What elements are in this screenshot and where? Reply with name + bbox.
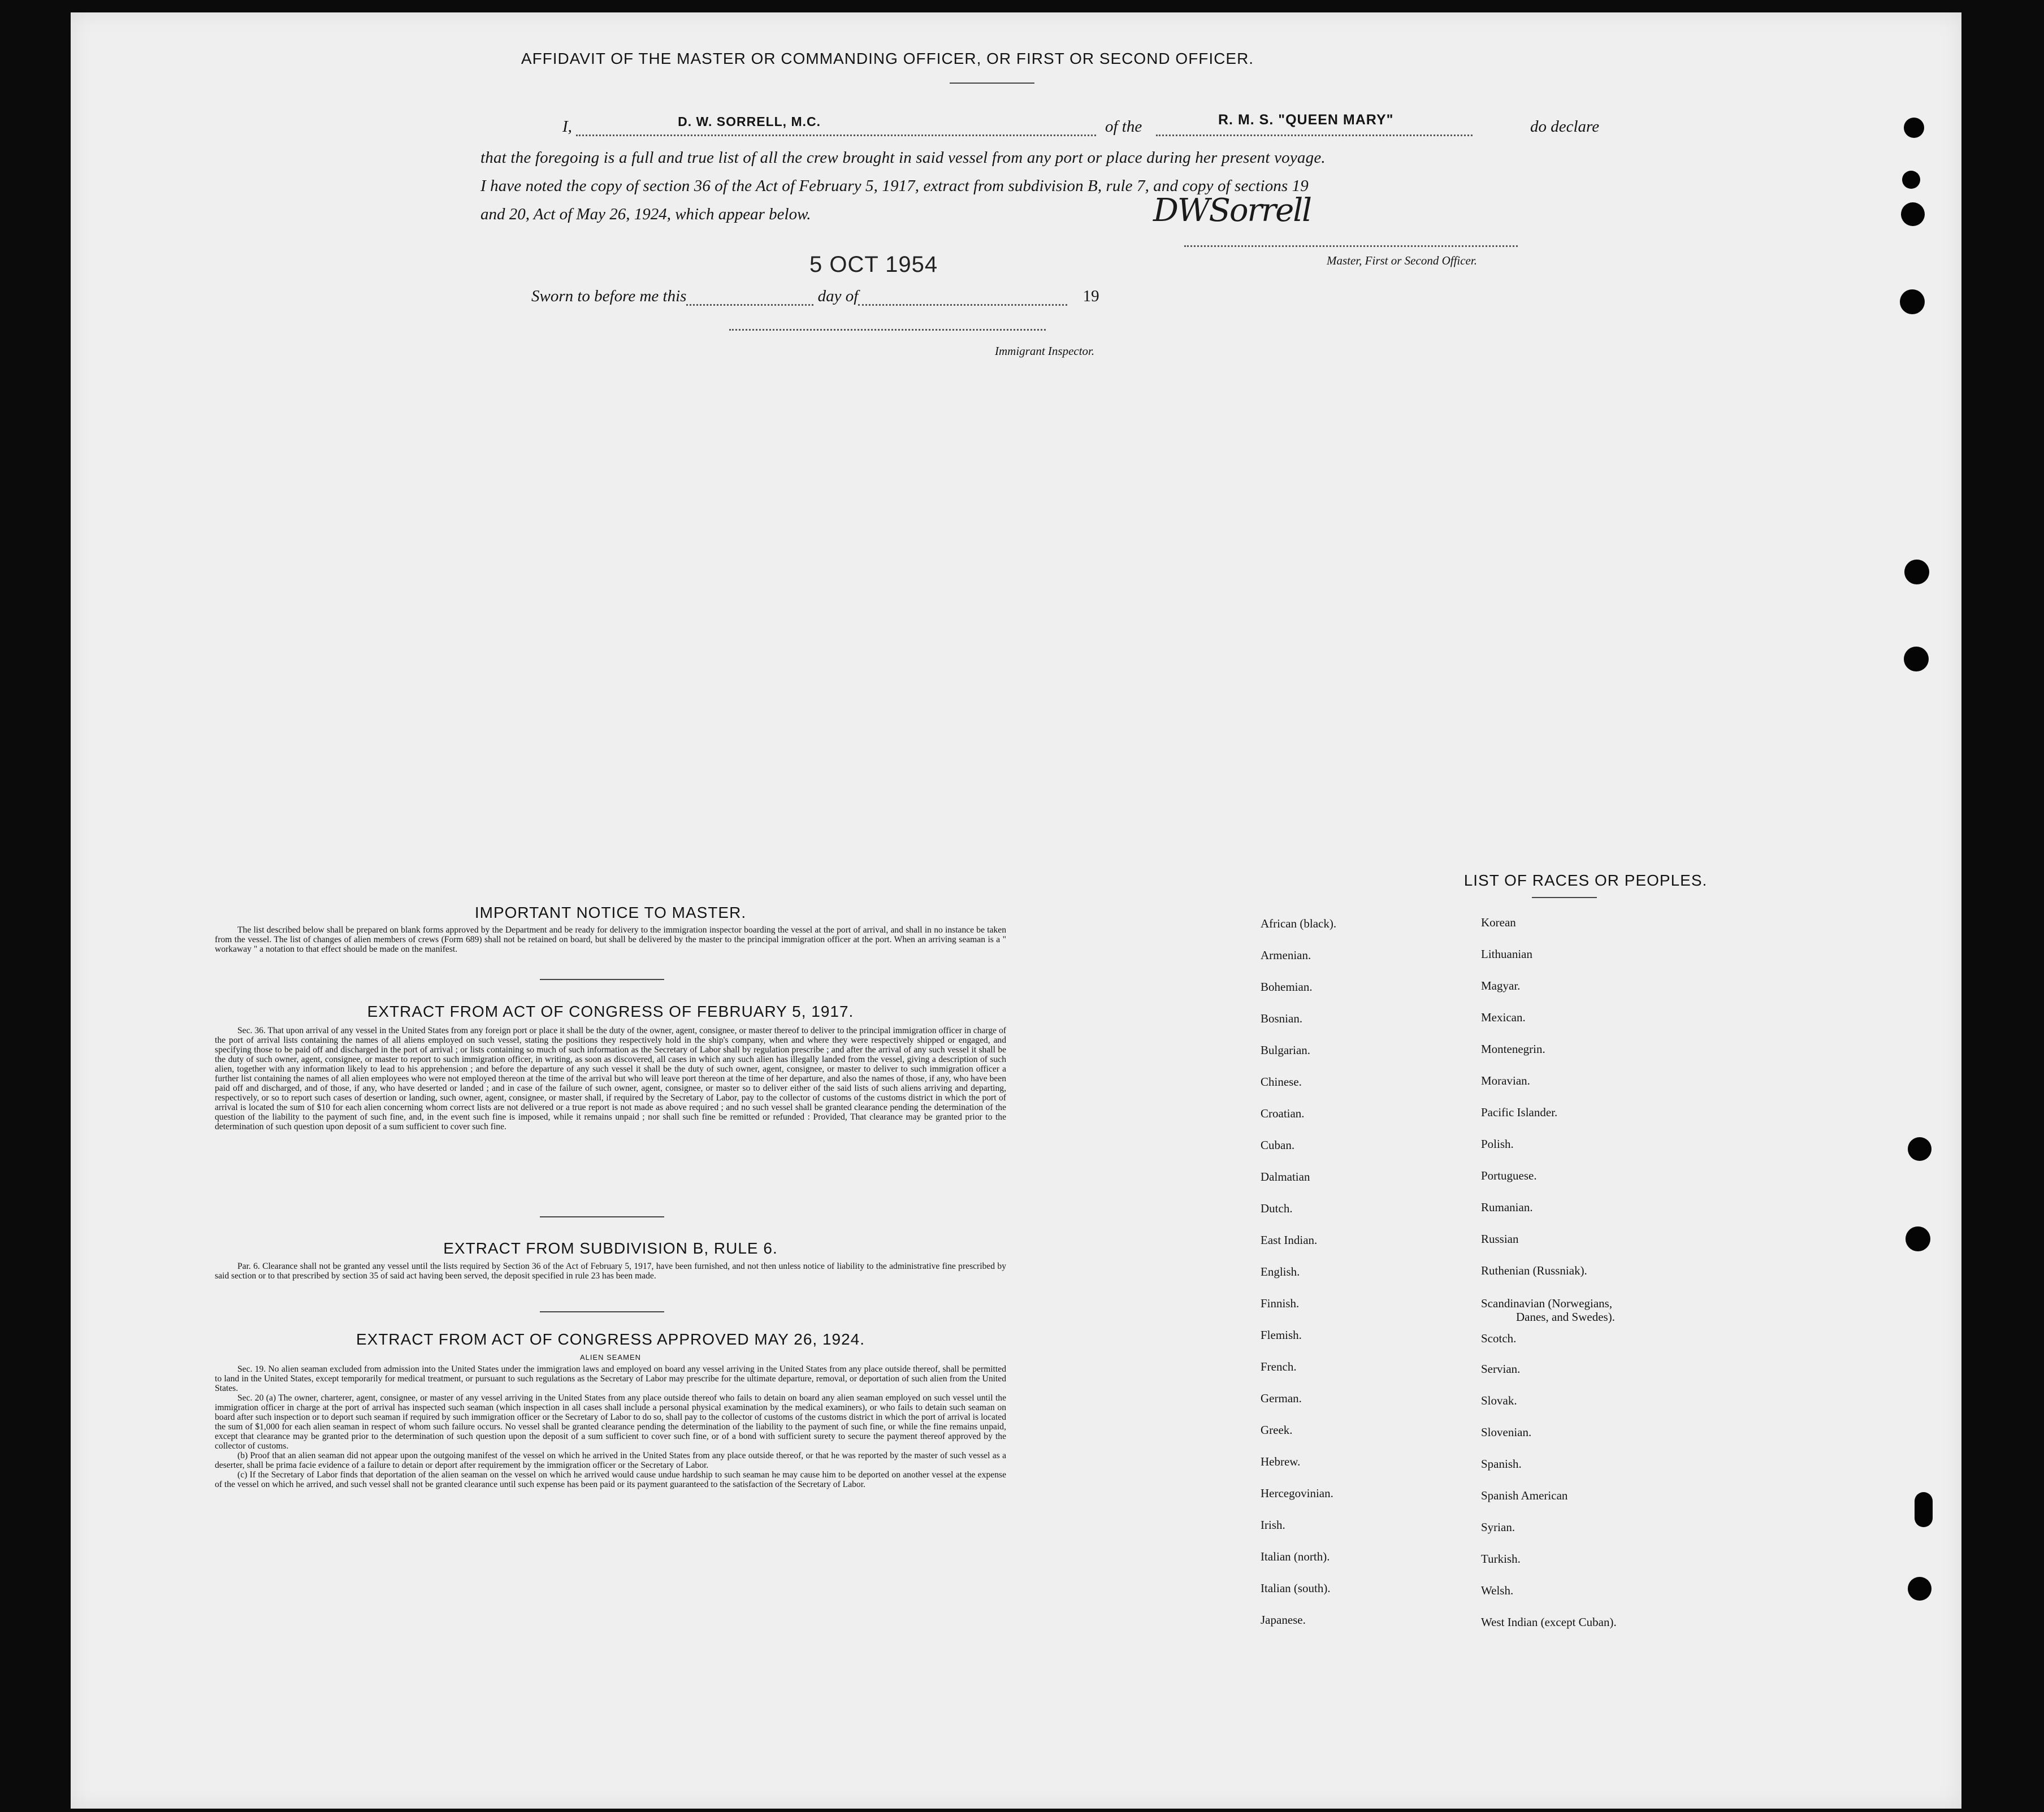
race-item: Mexican. [1481,1011,1526,1024]
inspector-label: Immigrant Inspector. [995,344,1095,358]
race-item: Dutch. [1261,1202,1293,1215]
race-item: East Indian. [1261,1233,1318,1247]
races-rule [1532,897,1597,898]
race-item: German. [1261,1391,1302,1405]
notice-rule [540,979,664,980]
races-right-column [1481,916,1798,1639]
do-declare-label: do declare [1530,118,1600,136]
notice-title: IMPORTANT NOTICE TO MASTER. [474,904,747,921]
race-item: Hercegovinian. [1261,1486,1333,1500]
race-item: English. [1261,1265,1300,1278]
punch-hole-icon [1904,647,1929,671]
punch-hole-icon [1915,1492,1933,1527]
extract-1924-title: EXTRACT FROM ACT OF CONGRESS APPROVED MAY 26, 1924. [356,1330,865,1348]
punch-hole-icon [1901,202,1925,226]
affidavit-line-2: that the foregoing is a full and true list of all the crew brought in said vessel from any port or place during her present voyage. [480,149,1326,167]
race-item: Dalmatian [1261,1170,1310,1184]
race-item: Croatian. [1261,1107,1305,1120]
race-item: Spanish American [1481,1489,1568,1502]
vessel-field-wrap [1156,112,1473,136]
punch-hole-icon [1900,289,1925,314]
race-item: Polish. [1481,1137,1514,1151]
punch-hole-icon [1902,171,1920,189]
race-item: Flemish. [1261,1328,1302,1342]
master-label: Master, First or Second Officer. [1327,254,1477,267]
races-title: LIST OF RACES OR PEOPLES. [1463,872,1708,889]
race-item: Italian (south). [1261,1581,1331,1595]
race-item: Slovenian. [1481,1425,1532,1439]
date-stamp: 5 OCT 1954 [809,252,938,277]
race-item: Syrian. [1481,1520,1515,1534]
title-rule [950,83,1034,84]
extract-1924-body [215,1364,1006,1489]
race-item: Cuban. [1261,1138,1295,1152]
race-item: Lithuanian [1481,947,1532,961]
punch-hole-icon [1906,1226,1930,1251]
sworn-line [531,287,1099,306]
race-item: Scandinavian (Norwegians, [1481,1297,1613,1310]
race-item: Pacific Islander. [1481,1106,1558,1119]
document-page [71,12,1961,1809]
notice-body: The list described below shall be prepared on blank forms approved by the Department and be ready for delivery to the immigration inspector boarding the vessel at the port of arrival, and shall in no instance be taken from the vessel. The list of changes of alien members of crews (Form 689) shall not be retained on board, but shall be delivered by the master to the principal immigration officer at the port. When an arriving seaman is a " workaway " a notation to that effect should be made on the manifest. [215,925,1006,954]
races-left-column [1261,917,1487,1640]
race-item: Greek. [1261,1423,1293,1437]
race-item: Hebrew. [1261,1455,1301,1468]
year-prefix: 19 [1082,287,1099,305]
subdivision-rule [540,1311,664,1312]
sworn-day-field[interactable] [686,289,813,306]
affidavit-line-1 [562,114,1096,136]
race-item: French. [1261,1360,1297,1373]
race-item: Finnish. [1261,1297,1300,1310]
race-item: Russian [1481,1232,1519,1246]
race-item: Rumanian. [1481,1200,1533,1214]
extract-1917-rule [540,1216,664,1217]
race-item: Servian. [1481,1362,1521,1376]
race-item: Bosnian. [1261,1012,1303,1025]
race-item: Portuguese. [1481,1169,1537,1182]
race-item: Danes, and Swedes). [1516,1310,1615,1324]
race-item: Korean [1481,916,1516,929]
race-item: Ruthenian (Russniak). [1481,1264,1587,1277]
section-20a: Sec. 20 (a) The owner, charterer, agent, consignee, or master of any vessel arriving in the United States from any place outside thereof who fails to detain on board any alien seaman employed on such vessel until the immigration officer in charge at the port of arrival has inspected such seaman (which inspection in all cases shall include a personal physical examination by the medical examiners), or who fails to detain such seaman on board after such inspection or to deport such seaman if required by such immigration officer or the Secretary of Labor to do so, shall pay to the collector of customs of the customs district in which the port of arrival is located the sum of $1,000 for each alien seaman in respect of whom such failure occurs. No vessel shall be granted clearance pending the determination of the liability to the payment of such fine, or while the fine remains unpaid, except that clearance may be granted prior to the determination of such question upon the deposit of a sum sufficient to cover such fine, or of a bond with sufficient surety to secure the payment thereof approved by the collector of customs. [215,1393,1006,1451]
race-item: Welsh. [1481,1584,1514,1597]
race-item: Irish. [1261,1518,1285,1532]
race-item: Spanish. [1481,1457,1522,1471]
race-item: Turkish. [1481,1552,1521,1566]
sworn-month-field[interactable] [858,289,1067,306]
vessel-value: R. M. S. "QUEEN MARY" [1218,112,1394,128]
race-item: Montenegrin. [1481,1042,1545,1056]
race-item: Scotch. [1481,1332,1517,1345]
punch-hole-icon [1904,560,1929,584]
section-20b: (b) Proof that an alien seaman did not appear upon the outgoing manifest of the vessel on which he arrived in the United States from any place outside thereof, or that he was reported by the master of such vessel as a deserter, shall be prima facie evidence of a failure to detain or deport after requirement by the immigration officer or the Secretary of Labor. [215,1451,1006,1470]
race-item: Italian (north). [1261,1550,1330,1563]
of-the-label: of the [1105,118,1142,136]
extract-1924-subtitle: ALIEN SEAMEN [579,1353,642,1362]
race-item: Slovak. [1481,1394,1517,1407]
section-20c: (c) If the Secretary of Labor finds that deportation of the alien seaman on the vessel on which he arrived would cause undue hardship to such seaman he may cause him to be deported on another vessel at the expense of the vessel on which he arrived, and such vessel shall not be granted clearance until such expense has been paid or its payment guaranteed to the satisfaction of the Secretary of Labor. [215,1470,1006,1489]
race-item: Chinese. [1261,1075,1302,1089]
subdivision-title: EXTRACT FROM SUBDIVISION B, RULE 6. [443,1239,778,1257]
race-item: Moravian. [1481,1074,1530,1087]
punch-hole-icon [1904,118,1924,138]
extract-1917-title: EXTRACT FROM ACT OF CONGRESS OF FEBRUARY 5, 1917. [367,1003,854,1020]
name-field[interactable] [576,114,1096,136]
race-item: African (black). [1261,917,1337,930]
punch-hole-icon [1908,1577,1932,1601]
race-item: Japanese. [1261,1613,1306,1627]
section-19: Sec. 19. No alien seaman excluded from admission into the United States under the immigration laws and employed on board any vessel arriving in the United States from any place outside thereof, shall be permitted to land in the United States, except temporarily for medical treatment, or pursuant to such regulations as the Secretary of Labor may prescribe for the ultimate departure, removal, or deportation of such alien from the United States. [215,1364,1006,1393]
subdivision-body: Par. 6. Clearance shall not be granted any vessel until the lists required by Section 36 of the Act of February 5, 1917, have been furnished, and not then unless notice of liability to the administrative fine prescribed by said section or to that prescribed by section 35 of said act having been served, the deposit specified in rule 23 has been made. [215,1262,1006,1281]
race-item: Bohemian. [1261,980,1313,994]
name-value: D. W. SORRELL, M.C. [678,114,821,129]
inspector-signature-line[interactable] [729,329,1046,331]
race-item: West Indian (except Cuban). [1481,1615,1617,1629]
day-of-label: day of [817,287,859,305]
sworn-label: Sworn to before me this [531,287,687,305]
signature-line [1184,245,1518,247]
affidavit-title: AFFIDAVIT OF THE MASTER OR COMMANDING OFFICER, OR FIRST OR SECOND OFFICER. [521,50,1254,67]
master-signature: DWSorrell [1153,192,1311,229]
race-item: Bulgarian. [1261,1043,1311,1057]
race-item: Magyar. [1481,979,1521,992]
extract-1917-body: Sec. 36. That upon arrival of any vessel in the United States from any foreign port or place it shall be the duty of the owner, agent, consignee, or master thereof to deliver to the principal immigration officer in charge of the port of arrival lists containing the names of all aliens employed on such vessel, stating the positions they respectively hold in the ship's company, when and where they were respectively shipped or engaged, and specifying those to be paid off and discharged in the port of arrival ; or lists containing so much of such information as the Secretary of Labor shall by regulation prescribe ; and after the arrival of any such vessel it shall be the duty of such owner, agent, consignee, or master to report to such immigration officer, in writing, as soon as discovered, all cases in which any such alien has illegally landed from the vessel, giving a description of such alien, together with any information likely to lead to his apprehension ; and before the departure of any such vessel it shall be the duty of such owner, agent, consignee, or master to deliver to such immigration officer a further list containing the names of all alien employees who were not employed thereon at the time of the arrival but who will leave port thereon at the time of her departure, and also the names of those, if any, who have been paid off and discharged, and of those, if any, who have deserted or landed ; and in case of the failure of such owner, agent, consignee, or master so to deliver either of the said lists of such aliens arriving and departing, respectively, or so to report such cases of desertion or landing, such owner, agent, consignee, or master shall, if required by the Secretary of Labor, pay to the collector of customs of the customs district in which the port of arrival is located the sum of $10 for each alien concerning whom correct lists are not delivered or a true report is not made as above required ; and no such vessel shall be granted clearance pending the determination of the question of the liability to the payment of such fine, and, in the event such fine is imposed, while it remains unpaid ; nor shall such fine be remitted or refunded : Provided, That clearance may be granted prior to the determination of such question upon deposit of a sum sufficient to cover such fine. [215,1026,1006,1132]
affidavit-line-4: and 20, Act of May 26, 1924, which appear below. [480,205,811,223]
punch-hole-icon [1908,1137,1932,1161]
i-label: I, [562,118,572,136]
race-item: Armenian. [1261,948,1311,962]
affidavit-line-3: I have noted the copy of section 36 of the Act of February 5, 1917, extract from subdivision B, rule 7, and copy of sections 19 [480,177,1309,195]
vessel-field[interactable] [1156,112,1473,136]
